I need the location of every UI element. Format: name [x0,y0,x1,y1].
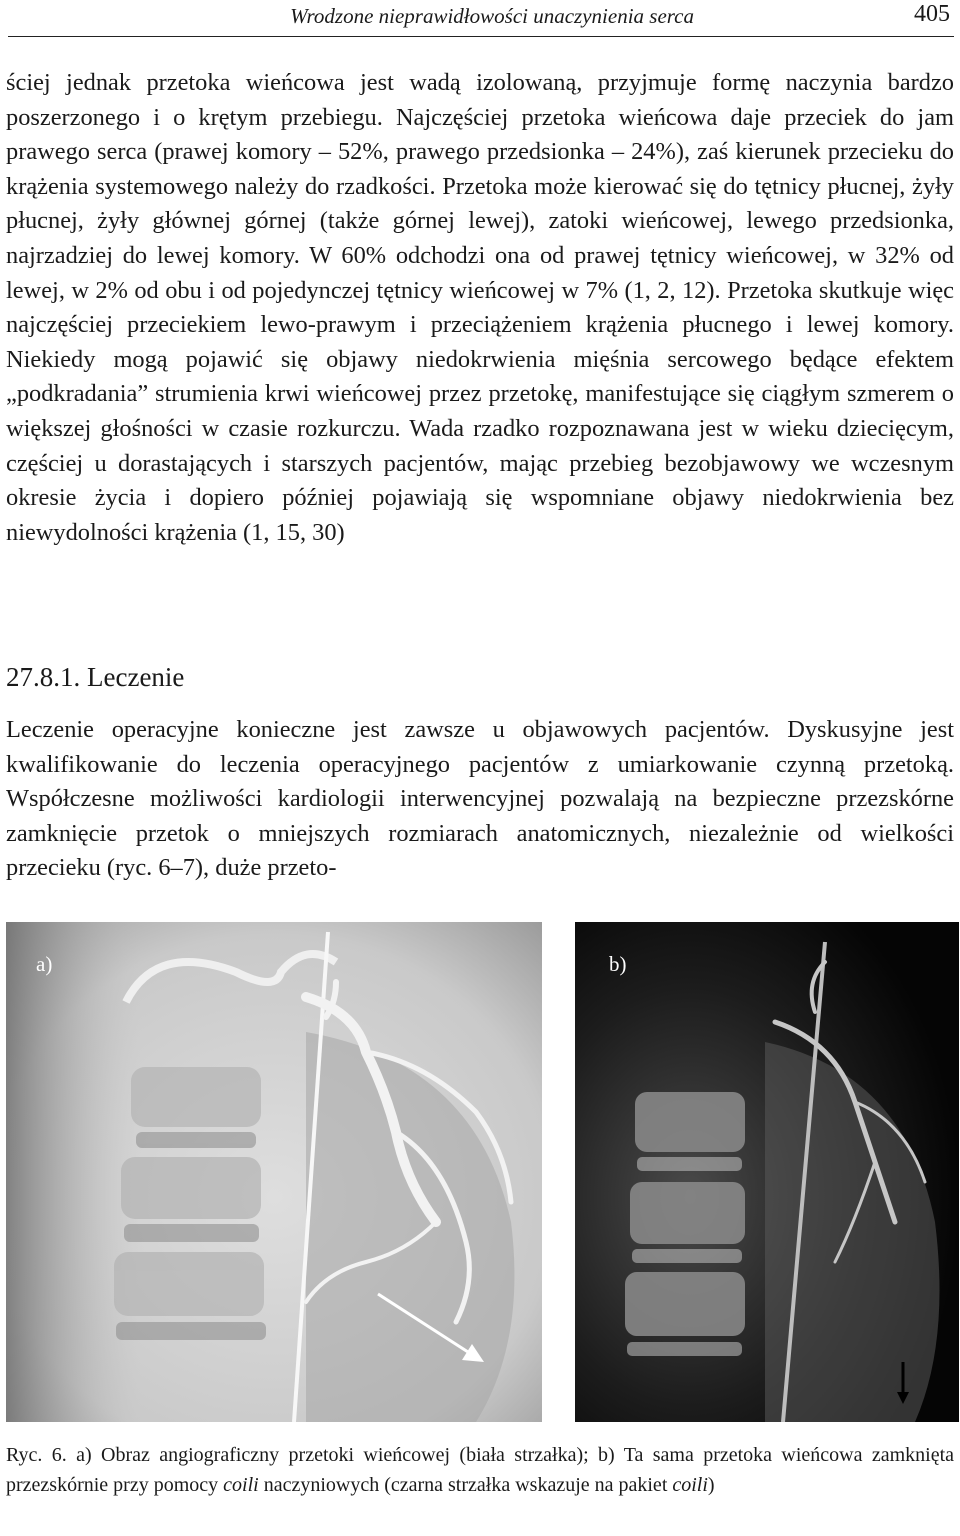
caption-label: Ryc. 6. [6,1444,67,1466]
section-heading: 27.8.1. Leczenie [6,662,185,692]
figure-panel-b [575,922,959,1422]
page-number: 405 [914,1,950,27]
caption-text-1: a) Obraz angiograficzny przetoki wieńcowej (biała strzałka); b) Ta sama przetoka wieńcowa zamknięta przezskórnie przy pomocy [6,1444,955,1496]
caption-tail: ) [707,1474,715,1496]
running-title: Wrodzone nieprawidłowości unaczynienia serca [290,4,694,28]
caption-text-2: naczyniowych (czarna strzałka wskazuje na pakiet [263,1474,668,1496]
panel-a-label: a) [36,952,53,976]
body-paragraph-1: ściej jednak przetoka wieńcowa jest wadą izolowaną, przyjmuje formę naczynia bardzo poszerzonego i o krętym przebiegu. Najczęściej przetoka wieńcowa daje przeciek do jam prawego serca (prawej komory – 52%, prawego przedsionka – 24%), zaś kierunek przecieku do krążenia systemowego należy do rzadkości. Przetoka może kierować się do tętnicy płucnej, żyły płucnej, żyły głównej górnej (także górnej lewej), zatoki wieńcowej, lewego przedsionka, najrzadziej do lewej komory. W 60% odchodzi ona od prawej tętnicy wieńcowej, w 32% od lewej, w 2% od obu i od pojedynczej tętnicy wieńcowej w 7% (1, 2, 12). Przetoka skutkuje więc najczęściej przeciekiem lewo-prawym i przeciążeniem krążenia płucnego i lewej komory. Niekiedy mogą pojawić się objawy niedokrwienia mięśnia sercowego będące efektem „podkradania” strumienia krwi wieńcowej przez przetokę, manifestujące się ciągłym szmerem o większej głośności w czasie rozkurczu. Wada rzadko rozpoznawana jest w wieku dziecięcym, częściej u dorastających i starszych pacjentów, mając przebieg bezobjawowy we wczesnym okresie życia i dopiero później pojawiają się wspomniane objawy niedokrwienia bez niewydolności krążenia (1, 15, 30) [6,69,954,546]
running-header [8,0,954,37]
figure-panel-a [6,922,542,1422]
caption-coili-2: coili [672,1474,708,1496]
angiogram-image-a [6,922,542,1422]
angiogram-image-b [575,922,959,1422]
body-paragraph-2: Leczenie operacyjne konieczne jest zawsze u objawowych pacjentów. Dyskusyjne jest kwalifikowanie do leczenia operacyjnego pacjentów z umiarkowanie czynną przetoką. Współczesne możliwości kardiologii interwencyjnej pozwalają na bezpieczne przezskórne zamknięcie przetok o mniejszych rozmiarach anatomicznych, niezależnie od wielkości przecieku (ryc. 6–7), duże przeto- [6,716,954,882]
figure-caption [6,1440,954,1500]
caption-coili-1: coili [223,1474,259,1496]
panel-b-label: b) [609,952,627,976]
